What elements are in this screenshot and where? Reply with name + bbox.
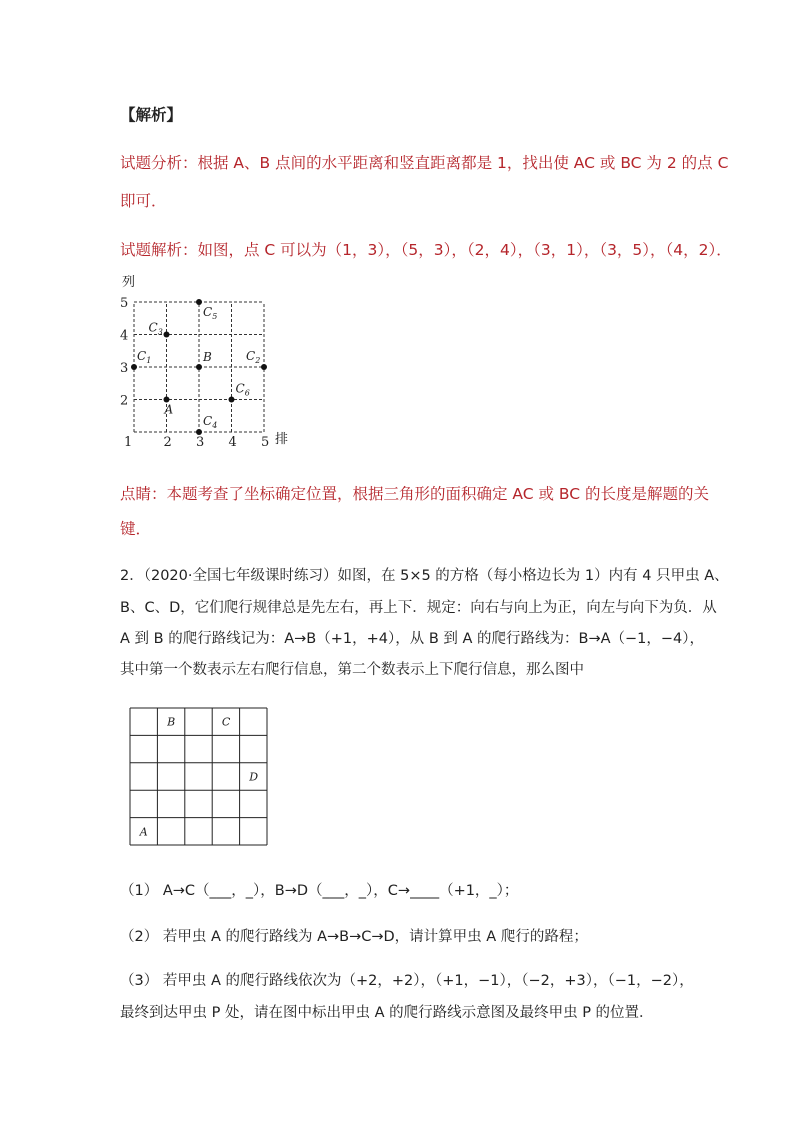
y-tick-label: 2 bbox=[120, 393, 129, 409]
x-tick-label: 3 bbox=[196, 435, 205, 450]
point-label-c6: $C_6$ bbox=[235, 381, 250, 398]
analysis-heading: 【解析】 bbox=[120, 106, 183, 124]
point-label-c5: $C_5$ bbox=[203, 305, 218, 321]
comment-line-1: 点睛：本题考查了坐标确定位置，根据三角形的面积确定 AC 或 BC 的长度是解题的关 bbox=[120, 485, 710, 503]
y-tick-label: 5 bbox=[120, 296, 129, 311]
problem2-line-1: 2．（2020·全国七年级课时练习）如图，在 5×5 的方格（每小格边长为 1）内有 4 只甲虫 A、 bbox=[120, 568, 729, 584]
problem2-line-3: A 到 B 的爬行路线记为：A→B（+1，+4），从 B 到 A 的爬行路线为：B→A（−1，−4）， bbox=[120, 631, 705, 647]
point-c2 bbox=[261, 364, 267, 370]
problem2-line-2: B、C、D，它们爬行规律总是先左右，再上下．规定：向右与向上为正，向左与向下为负．从 bbox=[120, 600, 717, 616]
point-c6 bbox=[229, 397, 235, 403]
x-axis-label: 排 bbox=[275, 432, 289, 447]
point-label-c1: $C_1$ bbox=[137, 349, 152, 365]
x-tick-label: 1 bbox=[124, 435, 133, 450]
point-c4 bbox=[196, 429, 202, 435]
y-tick-label: 4 bbox=[120, 328, 129, 344]
question-2: （2） 若甲虫 A 的爬行路线为 A→B→C→D，请计算甲虫 A 爬行的路程； bbox=[120, 929, 588, 945]
analysis-line-2: 即可． bbox=[120, 192, 167, 210]
question-3-line-2: 最终到达甲虫 P 处，请在图中标出甲虫 A 的爬行路线示意图及最终甲虫 P 的位置． bbox=[120, 1005, 654, 1021]
x-tick-label: 2 bbox=[163, 435, 172, 450]
bug-grid bbox=[128, 706, 270, 848]
coordinate-figure bbox=[110, 270, 310, 452]
bug-a: A bbox=[139, 825, 148, 839]
y-axis-label: 列 bbox=[122, 275, 136, 290]
question-1: （1） A→C（___，_），B→D（___，_），C→____（+1，_）； bbox=[120, 883, 519, 899]
point-label-a: A bbox=[164, 402, 174, 417]
point-c5 bbox=[196, 299, 202, 305]
x-tick-label: 5 bbox=[261, 435, 270, 450]
y-tick-label: 3 bbox=[120, 361, 129, 376]
bug-d: D bbox=[249, 770, 259, 784]
point-c1 bbox=[131, 364, 137, 370]
bug-grid-lines bbox=[130, 708, 267, 845]
bug-labels bbox=[139, 716, 259, 839]
comment-line-2: 键． bbox=[120, 520, 152, 538]
analysis-solution: 试题解析：如图，点 C 可以为（1，3），（5，3），（2，4），（3，1），（3，5），（4，2）． bbox=[120, 241, 732, 259]
point-label-c3: $C_3$ bbox=[148, 320, 163, 337]
axis-ticks bbox=[120, 296, 269, 450]
point-b bbox=[196, 364, 202, 370]
point-label-c4: $C_4$ bbox=[203, 414, 218, 430]
x-tick-label: 4 bbox=[228, 435, 237, 450]
question-3-line-1: （3） 若甲虫 A 的爬行路线依次为（+2，+2），（+1，−1），（−2，+3），（−1，−2）， bbox=[120, 973, 694, 989]
analysis-line-1: 试题分析：根据 A、B 点间的水平距离和竖直距离都是 1，找出使 AC 或 BC 为 2 的点 C bbox=[120, 154, 729, 172]
bug-c: C bbox=[221, 715, 231, 729]
point-c3 bbox=[164, 332, 170, 338]
problem2-line-4: 其中第一个数表示左右爬行信息，第二个数表示上下爬行信息，那么图中 bbox=[120, 662, 584, 678]
bug-b: B bbox=[167, 715, 176, 729]
point-label-b: B bbox=[203, 350, 212, 364]
point-label-c2: $C_2$ bbox=[246, 349, 261, 365]
